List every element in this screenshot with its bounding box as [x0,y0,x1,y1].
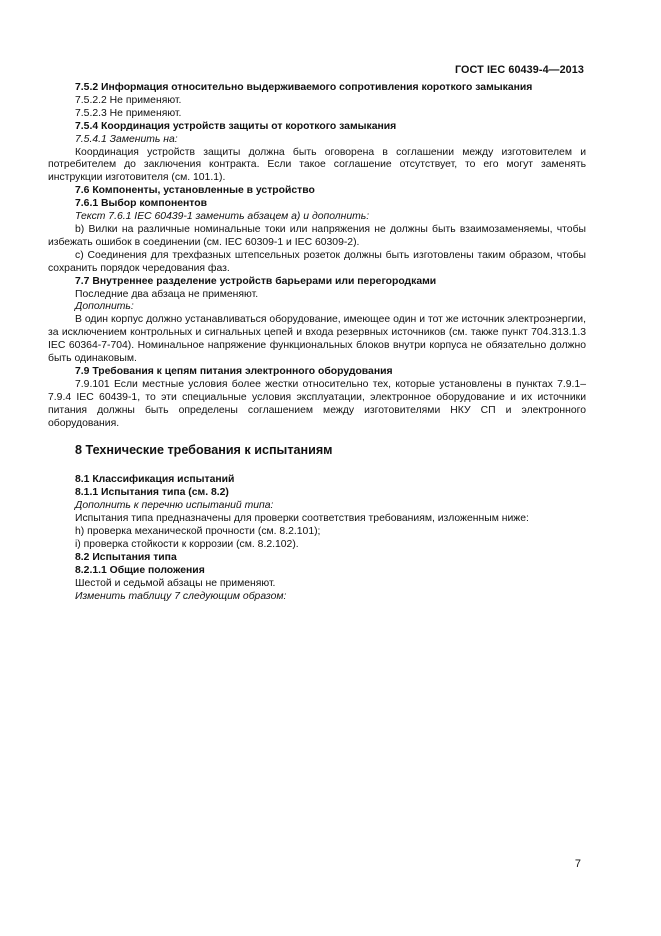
paragraph-line: 7.5.2 Информация относительно выдерживаемого сопротивления короткого замыкания [75,82,533,93]
paragraph-line: В один корпус должно устанавливаться оборудование, имеющее один и тот же источник электроэнергии, за исключением контрольных и сигнальных цепей и входа резервных источников (см. также пункт 704.313.1.3 IEC 60364-7-704). Номинальное напряжение функциональных блоков внутри корпуса не обязательно должно быть одинаковым. [48,314,586,365]
paragraph-line: Координация устройств защиты должна быть оговорена в соглашении между изготовителем и потребителем до заключения контракта. Если такое соглашение отсутствует, то его могут заменять инструкции изготовителя (см. 101.1). [48,146,586,184]
paragraph-line: h) проверка механической прочности (см. 8.2.101); [75,526,321,538]
paragraph-line: 7.6.1 Выбор компонентов [75,198,207,210]
section-7-content [48,82,586,430]
paragraph-line: Последние два абзаца не применяют. [75,288,259,300]
paragraph-line: Дополнить к перечню испытаний типа: [75,500,274,512]
paragraph-line: Дополнить: [75,301,134,313]
paragraph-line: i) проверка стойкости к коррозии (см. 8.2.102). [75,539,299,550]
paragraph-line: 8.2.1.1 Общие положения [75,564,205,576]
section-8-title: 8 Технические требования к испытаниям [75,443,333,458]
paragraph-line: 7.5.4 Координация устройств защиты от короткого замыкания [75,120,397,132]
paragraph-line: 7.5.2.2 Не применяют. [75,94,182,106]
paragraph-line: c) Соединения для трехфазных штепсельных розеток должны быть изготовлены таким образом, чтобы сохранить порядок чередования фаз. [48,249,586,274]
paragraph-line: 7.7 Внутреннее разделение устройств барьерами или перегородками [75,275,437,287]
section-8-content [48,474,586,603]
paragraph-line: Испытания типа предназначены для проверки соответствия требованиям, изложенным ниже: [75,513,529,525]
paragraph-line: 8.2 Испытания типа [75,551,177,563]
paragraph-line: 7.9.101 Если местные условия более жестки относительно тех, которые установлены в пунктах 7.9.1–7.9.4 IEC 60439-1, то эти специальные условия эксплуатации, электронное оборудование и их источники питания должны быть определены соглашением между изготовителями НКУ СП и электронного оборудования. [48,378,586,429]
paragraph-line: Шестой и седьмой абзацы не применяют. [75,577,276,589]
paragraph-line: Изменить таблицу 7 следующим образом: [75,590,287,602]
paragraph-line: 7.5.2.3 Не применяют. [75,107,182,119]
document-body [48,82,586,604]
document-header: ГОСТ IEC 60439-4—2013 [454,64,584,76]
paragraph-line: 8.1.1 Испытания типа (см. 8.2) [75,487,229,499]
page-number: 7 [574,858,581,870]
paragraph-line: 7.6 Компоненты, установленные в устройство [75,185,315,197]
paragraph-line: 7.9 Требования к цепям питания электронного оборудования [75,365,393,377]
paragraph-line: Текст 7.6.1 IEC 60439-1 заменить абзацем а) и дополнить: [75,211,370,223]
paragraph-line: b) Вилки на различные номинальные токи или напряжения не должны быть взаимозаменяемы, чтобы избежать ошибок в соединении (см. IEC 60309-1 и IEC 60309-2). [48,223,586,248]
paragraph-line: 8.1 Классификация испытаний [75,474,235,486]
paragraph-line: 7.5.4.1 Заменить на: [75,133,178,145]
